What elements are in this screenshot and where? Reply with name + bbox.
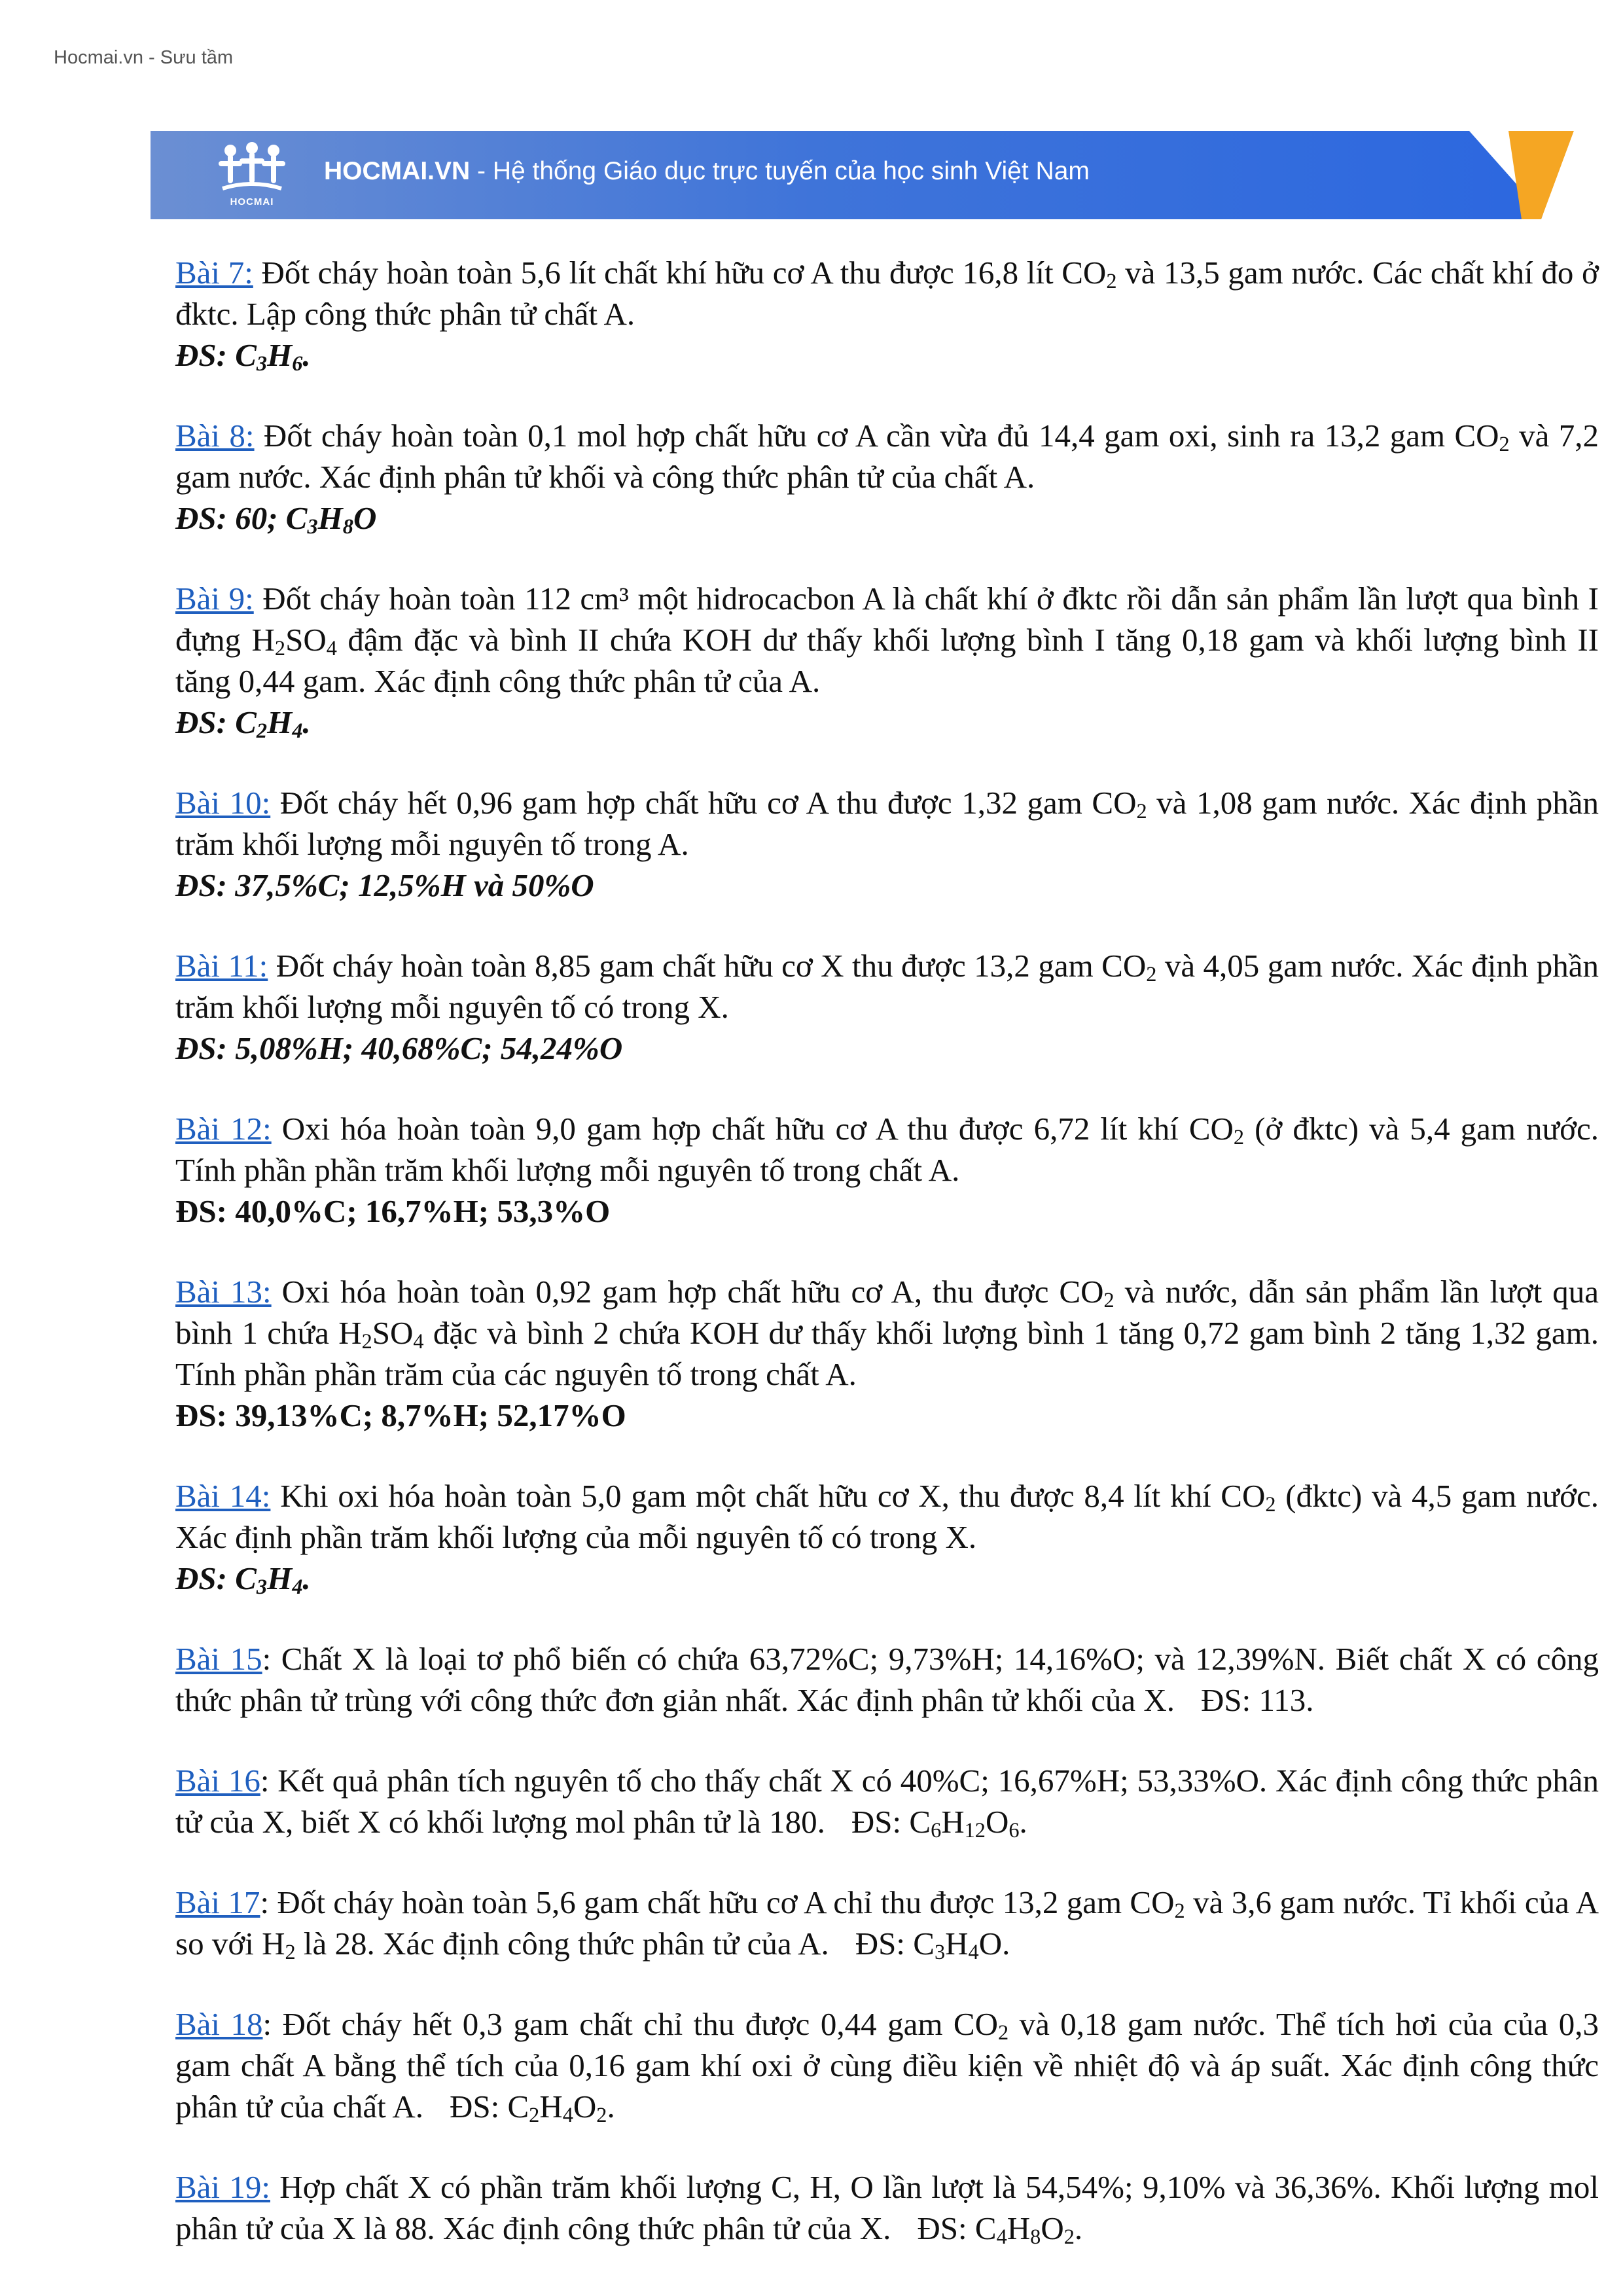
text-run: Đốt cháy hoàn toàn 112 cm³ một hidrocacbon A là chất khí ở đktc rồi dẫn sản phẩm lần lượt qua bình I đựng H <box>175 581 1599 658</box>
exercise-text <box>175 1475 1599 1558</box>
subscript: 2 <box>274 636 286 660</box>
text-run: H <box>317 500 343 536</box>
text-run: ĐS: C <box>851 1804 931 1840</box>
exercise-body <box>175 948 1599 1025</box>
exercise-text <box>175 945 1599 1028</box>
answer-line: ĐS: 40,0%C; 16,7%H; 53,3%O <box>175 1193 611 1229</box>
subscript: 2 <box>361 1329 372 1354</box>
exercise-text <box>175 1271 1599 1395</box>
text-run: . <box>302 1560 311 1596</box>
answer-line: ĐS: 37,5%C; 12,5%H và 50%O <box>175 867 594 903</box>
text-run: đậm đặc và bình II chứa KOH dư thấy khối lượng bình I tăng 0,18 gam và khối lượng bình II tăng 0,44 gam. Xác định công thức phân tử của A. <box>175 622 1599 699</box>
exercise-item <box>175 415 1599 539</box>
subscript: 4 <box>413 1329 424 1354</box>
text-run: H <box>945 1926 969 1962</box>
exercise-item <box>175 252 1599 376</box>
text-run: H <box>941 1804 965 1840</box>
exercise-number-link[interactable]: Bài 18 <box>175 2006 263 2042</box>
exercise-item <box>175 1638 1599 1721</box>
text-run: . <box>607 2089 615 2125</box>
subscript: 6 <box>931 1818 942 1842</box>
text-run: Đốt cháy hoàn toàn 0,1 mol hợp chất hữu cơ A cần vừa đủ 14,4 gam oxi, sinh ra 13,2 gam CO <box>254 418 1499 454</box>
exercise-item <box>175 578 1599 743</box>
exercise-text <box>175 578 1599 702</box>
answer-line: ĐS: 39,13%C; 8,7%H; 52,17%O <box>175 1397 626 1433</box>
subscript: 2 <box>1174 1899 1185 1923</box>
text-run: Hợp chất X có phần trăm khối lượng C, H, O lần lượt là 54,54%; 9,10% và 36,36%. Khối lượng mol phân tử của X là 88. Xác định công thức phân tử của X. <box>175 2169 1599 2246</box>
exercise-body <box>175 1478 1599 1555</box>
subscript: 6 <box>1008 1818 1020 1842</box>
subscript: 2 <box>1136 799 1147 823</box>
exercise-item <box>175 2166 1599 2249</box>
exercise-body <box>175 1641 1599 1718</box>
text-run: đặc và bình 2 chứa KOH dư thấy khối lượng bình 1 tăng 0,72 gam bình 2 tăng 1,32 gam. Tính phần phần trăm của các nguyên tố trong chất A. <box>175 1315 1599 1392</box>
subscript: 2 <box>1103 1288 1115 1312</box>
exercise-item <box>175 1271 1599 1436</box>
inline-answer <box>450 2089 615 2125</box>
subscript: 4 <box>292 719 303 743</box>
exercise-text <box>175 415 1599 497</box>
text-run: H <box>267 337 293 373</box>
text-run: Đốt cháy hoàn toàn 5,6 lít chất khí hữu cơ A thu được 16,8 lít CO <box>253 255 1107 291</box>
subscript: 8 <box>1030 2225 1041 2249</box>
text-run: Đốt cháy hết 0,96 gam hợp chất hữu cơ A thu được 1,32 gam CO <box>270 785 1137 821</box>
text-run: H <box>1007 2210 1031 2246</box>
text-run: và 13,5 gam nước. Các chất khí đo ở đktc. Lập công thức phân tử chất A. <box>175 255 1599 332</box>
subscript: 2 <box>997 2020 1009 2045</box>
subscript: 4 <box>968 1940 979 1964</box>
exercise-number-link[interactable]: Bài 13: <box>175 1274 272 1310</box>
subscript: 3 <box>256 1575 268 1599</box>
banner-title <box>324 157 1090 186</box>
exercise-number-link[interactable]: Bài 10: <box>175 785 271 821</box>
text-run: . <box>1019 1804 1027 1840</box>
text-run: O. <box>978 1926 1010 1962</box>
text-run: O <box>573 2089 597 2125</box>
text-run: (đktc) và 4,5 gam nước. Xác định phần trăm khối lượng của mỗi nguyên tố có trong X. <box>175 1478 1599 1555</box>
exercise-body <box>175 418 1599 495</box>
text-run: ĐS: C <box>175 704 257 740</box>
exercise-text <box>175 2003 1599 2127</box>
exercise-text <box>175 1882 1599 1964</box>
subscript: 4 <box>326 636 337 660</box>
subscript: 2 <box>285 1940 296 1964</box>
text-run: H <box>267 704 293 740</box>
exercise-item <box>175 782 1599 906</box>
banner-decoration-icon <box>1469 131 1620 219</box>
inline-answer <box>1201 1682 1313 1718</box>
text-run: và 7,2 gam nước. Xác định phân tử khối và công thức phân tử của chất A. <box>175 418 1599 495</box>
text-run: ĐS: C <box>855 1926 935 1962</box>
subscript: 2 <box>529 2103 540 2127</box>
text-run: O <box>985 1804 1009 1840</box>
inline-answer <box>917 2210 1083 2249</box>
text-run: và nước, dẫn sản phẩm lần lượt qua bình 1 chứa H <box>175 1274 1599 1351</box>
answer-line <box>175 497 1599 539</box>
text-run: SO <box>372 1315 414 1351</box>
exercise-number-link[interactable]: Bài 14: <box>175 1478 271 1514</box>
exercise-body <box>175 1111 1599 1188</box>
subscript: 4 <box>996 2225 1007 2249</box>
exercise-item <box>175 2003 1599 2127</box>
header-banner <box>151 131 1620 219</box>
text-run: O <box>1041 2210 1064 2246</box>
subscript: 2 <box>1499 432 1510 456</box>
brand-name: HOCMAI.VN <box>324 157 471 185</box>
text-run: ĐS: C <box>449 2089 529 2125</box>
subscript: 3 <box>934 1940 946 1964</box>
inline-answer <box>851 1804 1027 1840</box>
exercise-text <box>175 1108 1599 1191</box>
exercise-body <box>175 1274 1599 1392</box>
text-run: Oxi hóa hoàn toàn 0,92 gam hợp chất hữu cơ A, thu được CO <box>271 1274 1104 1310</box>
exercise-number-link[interactable]: Bài 11: <box>175 948 268 984</box>
subscript: 4 <box>292 1575 303 1599</box>
text-run: và 0,18 gam nước. Thể tích hơi của của 0,3 gam chất A bằng thể tích của 0,16 gam khí oxi ở cùng điều kiện về nhiệt độ và áp suất. Xác định công thức phân tử của chất A. <box>175 2006 1599 2125</box>
subscript: 2 <box>1265 1492 1276 1516</box>
text-run: và 4,05 gam nước. Xác định phần trăm khối lượng mỗi nguyên tố có trong X. <box>175 948 1599 1025</box>
exercise-text <box>175 1760 1599 1842</box>
text-run: : Kết quả phân tích nguyên tố cho thấy chất X có 40%C; 16,67%H; 53,33%O. Xác định công thức phân tử của X, biết X có khối lượng mol phân tử là 180. <box>175 1763 1599 1840</box>
text-run: ĐS: 60; C <box>175 500 308 536</box>
text-run: . <box>302 337 311 373</box>
exercise-body <box>175 2169 1599 2249</box>
subscript: 2 <box>596 2103 607 2127</box>
subscript: 3 <box>256 351 268 376</box>
exercise-item <box>175 1760 1599 1842</box>
text-run: H <box>267 1560 293 1596</box>
text-run: SO <box>285 622 327 658</box>
exercise-item <box>175 945 1599 1069</box>
text-run: Đốt cháy hoàn toàn 8,85 gam chất hữu cơ X thu được 13,2 gam CO <box>268 948 1147 984</box>
subscript: 3 <box>307 514 318 539</box>
exercise-body <box>175 581 1599 699</box>
exercise-text <box>175 2166 1599 2249</box>
text-run: . <box>1074 2210 1083 2246</box>
exercise-number-link[interactable]: Bài 16 <box>175 1763 260 1799</box>
text-run: : Đốt cháy hết 0,3 gam chất chỉ thu được 0,44 gam CO <box>262 2006 998 2042</box>
page-watermark: Hocmai.vn - Sưu tầm <box>54 47 234 68</box>
exercise-number-link[interactable]: Bài 17 <box>175 1884 260 1920</box>
exercise-item <box>175 1108 1599 1232</box>
text-run: . <box>302 704 311 740</box>
exercise-item <box>175 1475 1599 1599</box>
exercise-number-link[interactable]: Bài 15 <box>175 1641 262 1677</box>
text-run: ĐS: C <box>917 2210 997 2246</box>
subscript: 8 <box>342 514 353 539</box>
banner-tagline: - Hệ thống Giáo dục trực tuyến của học sinh Việt Nam <box>470 157 1090 185</box>
exercise-body <box>175 2006 1599 2125</box>
exercise-number-link[interactable]: Bài 8: <box>175 418 255 454</box>
subscript: 2 <box>1146 962 1157 986</box>
text-run: (ở đktc) và 5,4 gam nước. Tính phần phần trăm khối lượng mỗi nguyên tố trong chất A. <box>175 1111 1599 1188</box>
exercise-number-link[interactable]: Bài 7: <box>175 255 253 291</box>
exercise-text <box>175 252 1599 334</box>
text-run: : Chất X là loại tơ phổ biến có chứa 63,72%C; 9,73%H; 14,16%O; và 12,39%N. Biết chất X có công thức phân tử trùng với công thức đơn giản nhất. Xác định phân tử khối của X. <box>175 1641 1599 1718</box>
text-run: Oxi hóa hoàn toàn 9,0 gam hợp chất hữu cơ A thu được 6,72 lít khí CO <box>271 1111 1234 1147</box>
text-run: và 3,6 gam nước. Tỉ khối của A so với H <box>175 1884 1599 1962</box>
exercise-number-link[interactable]: Bài 12: <box>175 1111 272 1147</box>
exercise-text <box>175 782 1599 865</box>
subscript: 2 <box>1233 1125 1245 1149</box>
subscript: 2 <box>256 719 268 743</box>
answer-line <box>175 334 1599 376</box>
answer-line: ĐS: 5,08%H; 40,68%C; 54,24%O <box>175 1030 623 1066</box>
subscript: 2 <box>1106 269 1117 293</box>
exercise-body <box>175 785 1599 862</box>
exercise-number-link[interactable]: Bài 9: <box>175 581 254 617</box>
text-run: và 1,08 gam nước. Xác định phần trăm khối lượng mỗi nguyên tố trong A. <box>175 785 1599 862</box>
exercise-number-link[interactable]: Bài 19: <box>175 2169 270 2205</box>
inline-answer <box>855 1926 1010 1962</box>
exercise-list <box>175 252 1599 2288</box>
text-run: O <box>353 500 377 536</box>
subscript: 6 <box>292 351 303 376</box>
text-run: Khi oxi hóa hoàn toàn 5,0 gam một chất hữu cơ X, thu được 8,4 lít khí CO <box>270 1478 1266 1514</box>
exercise-item <box>175 1882 1599 1964</box>
exercise-text <box>175 1638 1599 1721</box>
text-run: ĐS: C <box>175 337 257 373</box>
text-run: H <box>539 2089 563 2125</box>
subscript: 12 <box>964 1818 986 1842</box>
logo-caption: HOCMAI <box>230 196 274 207</box>
answer-line <box>175 702 1599 743</box>
text-run: là 28. Xác định công thức phân tử của A. <box>295 1926 829 1962</box>
text-run: ĐS: 113. <box>1201 1682 1314 1718</box>
text-run: ĐS: C <box>175 1560 257 1596</box>
subscript: 2 <box>1063 2225 1075 2249</box>
text-run: : Đốt cháy hoàn toàn 5,6 gam chất hữu cơ A chỉ thu được 13,2 gam CO <box>260 1884 1175 1920</box>
answer-line <box>175 1558 1599 1599</box>
exercise-body <box>175 255 1599 332</box>
subscript: 4 <box>562 2103 573 2127</box>
